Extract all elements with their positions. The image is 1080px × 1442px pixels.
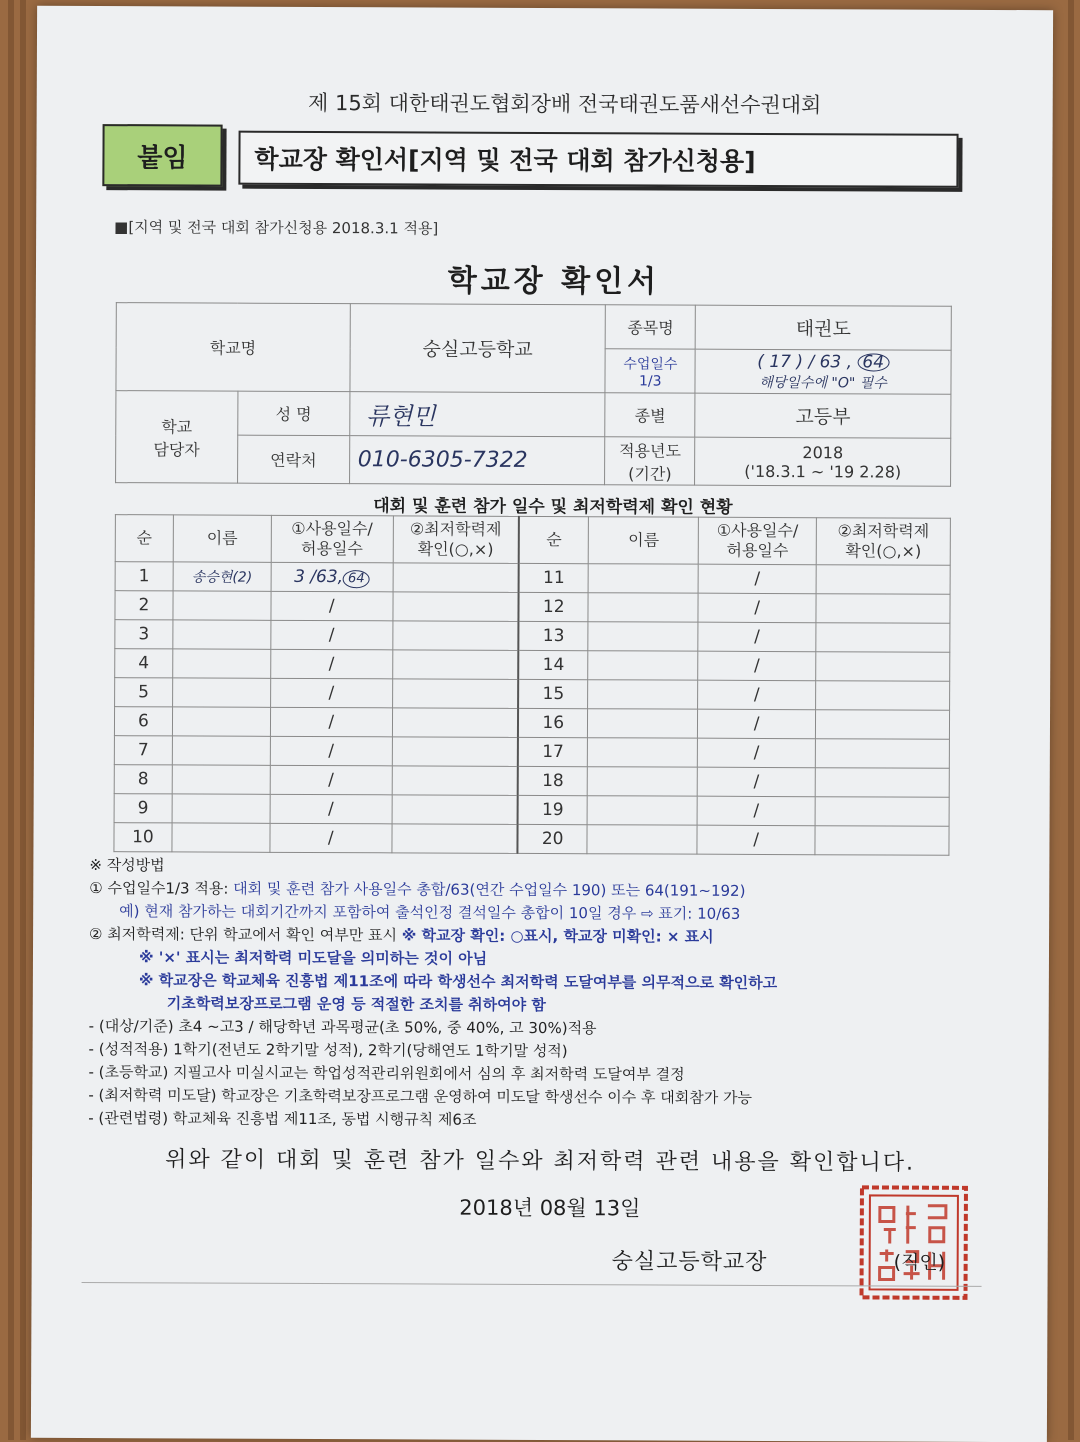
days-close: ) / 63 , (796, 351, 853, 372)
event-title: 제 15회 대한태권도협회장배 전국태권도품새선수권대회 (307, 90, 822, 118)
days-cell (270, 678, 392, 708)
name-cell (172, 736, 270, 765)
days-circled: 64 (857, 353, 889, 371)
no-cell: 8 (114, 765, 172, 794)
header-check-left-2: 확인(○,×) (417, 539, 494, 559)
no-cell: 4 (115, 649, 173, 678)
days-cell (271, 591, 393, 621)
name-cell (173, 678, 271, 707)
days-value (695, 349, 951, 394)
name-cell (172, 823, 270, 852)
days-used: 3 /63, (294, 566, 344, 587)
name-cell (172, 707, 270, 736)
header-name-left: 이름 (173, 515, 271, 562)
division-value: 고등부 (695, 393, 951, 438)
header-check-left-1: ②최저학력제 (409, 519, 502, 539)
days-used: / (328, 741, 335, 762)
days-cell (271, 562, 393, 592)
check-cell (392, 679, 518, 709)
name-value: 류현민 (349, 392, 605, 437)
confirmation-statement: 위와 같이 대회 및 훈련 참가 일수와 최저학력 관련 내용을 확인합니다. (165, 1147, 916, 1176)
year-value-line1: 2018 (802, 442, 844, 462)
note-2-blue: ※ 학교장 확인: ○표시, 학교장 미확인: × 표시 (401, 926, 714, 946)
days-cell (270, 707, 392, 737)
check-cell (816, 681, 950, 711)
header-check-right (816, 518, 950, 566)
event-label: 종목명 (606, 305, 696, 349)
days-used: / (328, 683, 335, 704)
header-days-left-2: 허용일수 (301, 538, 363, 559)
table-row (114, 736, 949, 769)
check-cell (816, 710, 950, 740)
days-cell (271, 620, 393, 650)
days-used: / (328, 654, 335, 675)
no-cell: 15 (518, 679, 588, 708)
detail-1: - (대상/기준) 초4 ~고3 / 해당학년 과목평균(초 50%, 중 40%, 고 30%)적용 (88, 1017, 597, 1038)
days-cell: / (698, 593, 816, 623)
no-cell: 1 (115, 562, 173, 591)
name-cell (172, 794, 270, 823)
days-cell: / (697, 767, 815, 797)
check-cell (815, 768, 949, 798)
days-value-line (696, 351, 951, 372)
name-cell (588, 709, 698, 738)
note-2-prefix: ② 최저학력제: 단위 학교에서 확인 여부만 표시 (89, 925, 402, 945)
days-label-line1: 수업일수 (623, 355, 678, 373)
days-cell (270, 736, 392, 766)
detail-5: - (관련법령) 학교체육 진흥법 제11조, 동법 시행규칙 제6조 (88, 1109, 477, 1129)
no-cell: 5 (115, 678, 173, 707)
header-check-right-2: 확인(○,×) (845, 541, 922, 561)
year-label (605, 437, 695, 485)
table-row (115, 562, 950, 595)
name-cell (588, 767, 698, 796)
name-cell (172, 765, 270, 794)
no-cell: 12 (518, 592, 588, 621)
days-handwritten: 17 (769, 351, 792, 372)
days-used: / (327, 799, 334, 820)
roster-table (113, 514, 950, 856)
name-cell (588, 680, 698, 709)
no-cell: 18 (518, 766, 588, 795)
table-row (115, 649, 950, 682)
name-cell: 송승현(2) (173, 562, 271, 591)
table-row (115, 591, 950, 624)
table-row (115, 678, 950, 711)
note-4b: 기초학력보장프로그램 운영 등 적절한 조치를 취하여야 함 (166, 994, 546, 1015)
check-cell (393, 592, 519, 622)
days-circled: 64 (343, 570, 370, 588)
no-cell: 6 (114, 707, 172, 736)
name-cell (587, 825, 697, 854)
days-cell: / (698, 709, 816, 739)
year-label-line1: 적용년도 (619, 440, 681, 461)
notes-heading: ※ 작성방법 (89, 856, 165, 875)
header-check-left (393, 516, 519, 564)
no-cell: 20 (517, 824, 587, 853)
contact-label (116, 391, 238, 484)
no-cell: 16 (518, 708, 588, 737)
no-cell: 13 (518, 621, 588, 650)
table-row (114, 765, 949, 798)
contact-label-line1: 학교 (161, 416, 193, 436)
note-4a: ※ 학교장은 학교체육 진흥법 제11조에 따라 학생선수 최저학력 도달여부를 의무적으로 확인하고 (138, 971, 778, 993)
note-1a-prefix: ① 수업일수1/3 적용: (89, 879, 234, 898)
days-note: 해당일수에 "O" 필수 (759, 374, 887, 392)
check-cell (392, 766, 518, 796)
check-cell (816, 652, 950, 682)
roster-body (114, 515, 950, 856)
days-cell: / (698, 651, 816, 681)
name-cell (588, 593, 698, 622)
check-cell (815, 826, 949, 856)
applicability-note: ■[지역 및 전국 대회 참가신청용 2018.3.1 적용] (114, 218, 439, 238)
name-cell (588, 564, 698, 593)
detail-3: - (초등학교) 지필고사 미실시교는 학업성적관리위원회에서 심의 후 최저학력 도달여부 결정 (88, 1063, 685, 1084)
check-cell (816, 594, 950, 624)
check-cell (392, 650, 518, 680)
header-check-right-1: ②최저학력제 (837, 521, 930, 541)
check-cell (392, 737, 518, 767)
table-row (114, 707, 949, 740)
detail-2: - (성적적용) 1학기(전년도 2학기말 성적), 2학기(당해연도 1학기말 성적) (88, 1040, 568, 1061)
days-used: / (328, 625, 335, 646)
no-cell: 3 (115, 620, 173, 649)
phone-value: 010-6305-7322 (349, 436, 605, 485)
no-cell: 10 (114, 823, 172, 852)
school-value: 숭실고등학교 (350, 304, 606, 393)
note-1a-blue: 대회 및 훈련 참가 사용일수 총합/63(연간 수업일수 190) 또는 64(191~192) (233, 879, 746, 900)
name-cell (588, 651, 698, 680)
days-cell: / (697, 825, 815, 855)
check-cell (392, 824, 518, 854)
seal-label: (직인) (893, 1251, 946, 1274)
principal-signature-line: 숭실고등학교장 (611, 1249, 768, 1275)
days-cell: / (697, 796, 815, 826)
check-cell (392, 795, 518, 825)
check-cell (815, 739, 949, 769)
no-cell: 2 (115, 591, 173, 620)
name-cell (173, 620, 271, 649)
header-days-right-2: 허용일수 (726, 540, 789, 561)
division-label: 종별 (605, 393, 695, 437)
note-3: ※ '×' 표시는 최저학력 미도달을 의미하는 것이 아님 (138, 948, 488, 968)
year-label-line2: (기간) (628, 463, 672, 484)
header-days-left-1: ①사용일수/ (291, 518, 373, 539)
header-name-right: 이름 (589, 517, 699, 564)
days-cell (270, 649, 392, 679)
no-cell: 14 (518, 650, 588, 679)
table-row (115, 620, 950, 653)
days-cell (270, 794, 392, 824)
days-cell: / (698, 680, 816, 710)
name-cell (588, 738, 698, 767)
issue-date: 2018년 08월 13일 (459, 1195, 641, 1221)
days-open: ( (757, 351, 765, 372)
info-table (115, 302, 952, 487)
check-cell (393, 563, 519, 593)
document-title: 학교장 확인서[지역 및 전국 대회 참가신청용] (238, 131, 958, 188)
days-cell (270, 823, 392, 853)
phone-label: 연락처 (237, 435, 349, 483)
note-1b: 예) 현재 참가하는 대회기간까지 포함하여 출석인정 결석일수 총합이 10일 경우 ⇨ 표기: 10/63 (119, 902, 741, 923)
instructions (88, 854, 1009, 1134)
header-days-right (698, 517, 816, 565)
table-row (114, 794, 949, 827)
no-cell: 9 (114, 794, 172, 823)
days-used: / (327, 828, 334, 849)
no-cell: 7 (114, 736, 172, 765)
table-row (114, 823, 949, 856)
days-cell: / (698, 564, 816, 594)
detail-4: - (최저학력 미도달) 학교장은 기초학력보장프로그램 운영하여 미도달 학생선수 이수 후 대회참가 가능 (88, 1086, 753, 1107)
name-cell (173, 649, 271, 678)
contact-label-line2: 담당자 (153, 439, 200, 460)
document-page (31, 6, 1053, 1442)
header-days-right-1: ①사용일수/ (716, 520, 799, 541)
header-days-left (271, 515, 393, 563)
days-cell: / (698, 738, 816, 768)
event-value: 태권도 (695, 305, 951, 350)
check-cell (816, 565, 950, 595)
no-cell: 11 (519, 563, 589, 592)
period-value: ('18.3.1 ~ '19 2.28) (744, 461, 902, 482)
check-cell (816, 623, 950, 653)
no-cell: 17 (518, 737, 588, 766)
check-cell (392, 621, 518, 651)
name-cell (587, 796, 697, 825)
main-title: 학교장 확인서 (447, 263, 661, 300)
days-cell (270, 765, 392, 795)
school-label: 학교명 (116, 303, 350, 392)
footer-divider (82, 1282, 982, 1287)
status-title: 대회 및 훈련 참가 일수 및 최저학력제 확인 현황 (373, 496, 733, 518)
days-used: / (328, 712, 335, 733)
no-cell: 19 (518, 795, 588, 824)
name-label: 성 명 (238, 391, 350, 435)
name-cell (588, 622, 698, 651)
attachment-badge: 붙임 (102, 124, 222, 187)
days-used: / (328, 770, 334, 791)
days-label-line2: 1/3 (639, 372, 662, 390)
header-no-right: 순 (519, 516, 589, 563)
check-cell (815, 797, 949, 827)
days-used: / (328, 596, 335, 617)
year-value (695, 437, 951, 486)
name-cell (173, 591, 271, 620)
days-cell: / (698, 622, 816, 652)
check-cell (392, 708, 518, 738)
header-no-left: 순 (115, 515, 173, 562)
official-seal-icon (857, 1183, 970, 1301)
days-label (605, 349, 695, 393)
